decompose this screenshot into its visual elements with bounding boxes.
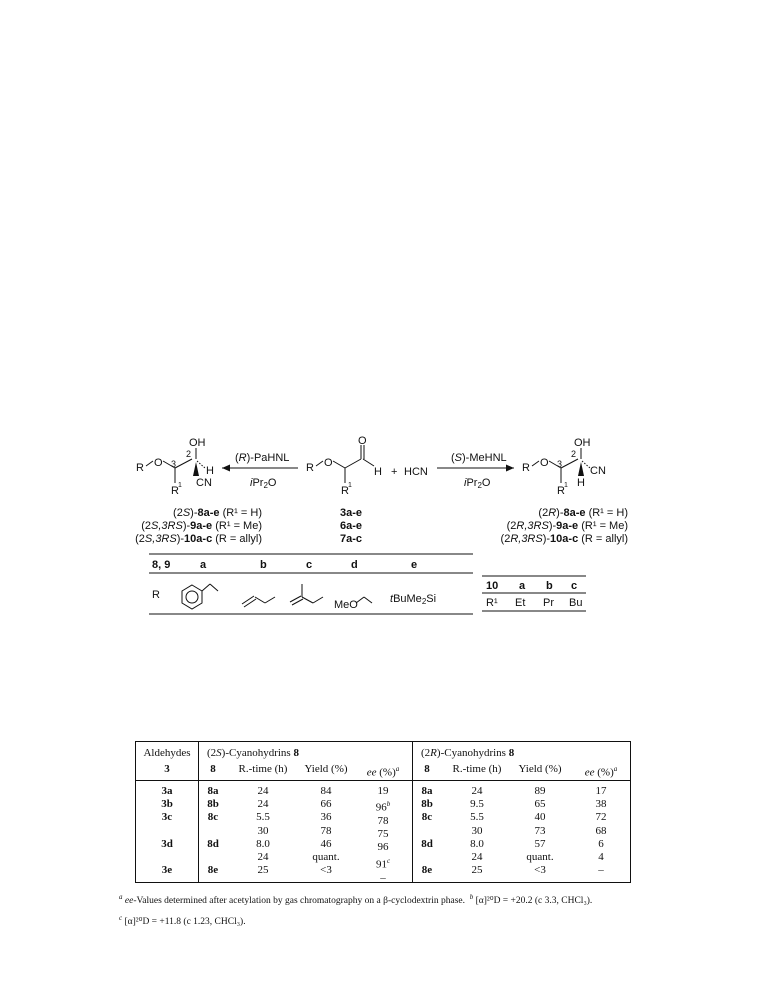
benzyl-structure: [182, 584, 218, 609]
svg-text:1: 1: [178, 482, 182, 489]
r-table-header-c: c: [306, 559, 313, 571]
r-ee-column: 17 38 72 68 6 4 –: [595, 785, 607, 877]
aldehyde-label-3: 7a-c: [340, 533, 363, 545]
left-enzyme-label: (R)-PaHNL: [235, 452, 290, 464]
r1-table-row-label: R¹: [486, 597, 498, 609]
right-reaction-arrow: [437, 452, 514, 490]
left-product-captions: [135, 507, 262, 545]
s-ee-column: 19 96$^b$ 78 75 96 91$^c$ –: [375, 785, 391, 884]
r1-table-header-c: c: [571, 580, 578, 592]
right-oh-label: OH: [574, 437, 591, 449]
r1-substituent-table: [482, 576, 586, 611]
r1-table-header-series: 10: [486, 580, 499, 592]
r-rtime-column: 24 9.5 5.5 30 8.0 24 25: [470, 785, 484, 877]
svg-text:1: 1: [348, 482, 352, 489]
r-col-yield: Yield (%): [518, 763, 562, 775]
aldehydes-column: 3a 3b 3c 3d 3e: [161, 785, 173, 877]
column-separator-right: [412, 742, 413, 882]
right-product-captions: [501, 507, 628, 545]
s-yield-column: 84 66 36 78 46 quant. <3: [312, 785, 340, 877]
right-product-structure: [522, 437, 606, 497]
svg-text:1: 1: [564, 482, 568, 489]
allyl-structure: [242, 596, 275, 607]
cyanohydrin-data-table: [135, 741, 631, 883]
column-separator-left: [198, 742, 199, 882]
aldehydes-header: Aldehydes: [143, 747, 191, 759]
r1-table-header-b: b: [546, 580, 553, 592]
header-rule: [136, 780, 630, 781]
r-cyanohydrins-header: (2R)-Cyanohydrins 8: [421, 747, 515, 759]
footnote-c: $^c$ [α]²⁰D = +11.8 (c 1.23, CHCl₃).: [119, 914, 246, 928]
left-caption-line-1: (2S)-8a-e (R¹ = H): [173, 507, 262, 519]
methoxy-label: MeO: [334, 599, 358, 611]
right-cn-label: CN: [590, 465, 606, 477]
right-r1-label: R: [557, 485, 565, 497]
r1-table-header-a: a: [519, 580, 526, 592]
s-col-yield: Yield (%): [304, 763, 348, 775]
aldehyde-o-label: O: [324, 457, 333, 469]
s-rtime-column: 24 24 5.5 30 8.0 24 25: [256, 785, 270, 877]
right-o-label: O: [540, 457, 549, 469]
s-col-ee: ee (%)$^a$: [366, 765, 400, 779]
left-solvent-label: iPr2O: [250, 477, 277, 490]
right-caption-line-2: (2R,3RS)-9a-e (R¹ = Me): [506, 520, 628, 532]
r-col-compound: 8: [424, 763, 430, 775]
r-table-header-e: e: [411, 559, 418, 571]
aldehyde-structure: [306, 435, 428, 497]
left-caption-line-3: (2S,3RS)-10a-c (R = allyl): [135, 533, 262, 545]
right-caption-line-1: (2R)-8a-e (R¹ = H): [538, 507, 628, 519]
methoxyethyl-structure: [334, 597, 372, 611]
r1-value-b: Pr: [543, 597, 554, 609]
aldehyde-labels: [340, 507, 362, 545]
left-c2-label: 2: [186, 449, 192, 459]
right-enzyme-label: (S)-MeHNL: [451, 452, 507, 464]
left-reaction-arrow: [222, 452, 298, 490]
r-substituent-table: [149, 554, 473, 614]
table-frame: [135, 741, 631, 883]
right-h-label: H: [577, 477, 585, 489]
r-table-row-label: R: [152, 589, 160, 601]
left-c3-label: 3: [171, 459, 177, 469]
s-compound-column: 8a 8b 8c 8d 8e: [207, 785, 219, 877]
r-compound-column: 8a 8b 8c 8d 8e: [421, 785, 433, 877]
right-r-label: R: [522, 462, 530, 474]
aldehyde-h-label: H: [374, 466, 382, 478]
footnote-b: [α]²⁰D = +20.2 (c 3.3, CHCl₃).: [475, 896, 593, 907]
r-table-header-series: 8, 9: [152, 559, 171, 571]
left-o-label: O: [154, 457, 163, 469]
r1-value-c: Bu: [569, 597, 583, 609]
footnote-a: $^a$ ee-Values determined after acetylation by gas chromatography on a β-cyclodextrin phase. $^b$ [α]²⁰D = +20.2 (c 3.3, CHCl₃).: [119, 893, 593, 907]
s-col-compound: 8: [210, 763, 216, 775]
silyl-label: tBuMe2Si: [390, 593, 437, 606]
right-solvent-label: iPr2O: [464, 477, 491, 490]
left-cn-label: CN: [196, 477, 212, 489]
r-col-ee: ee (%)$^a$: [584, 765, 618, 779]
left-h-label: H: [206, 465, 214, 477]
left-r1-label: R: [171, 485, 179, 497]
aldehyde-r-label: R: [306, 462, 314, 474]
right-c3-label: 3: [557, 459, 563, 469]
aldehyde-label-2: 6a-e: [340, 520, 363, 532]
aldehydes-subheader: 3: [164, 763, 170, 775]
left-product-structure: [136, 437, 214, 497]
aldehyde-r1-label: R: [341, 485, 349, 497]
r-table-header-b: b: [260, 559, 267, 571]
s-col-rtime: R.-time (h): [238, 763, 288, 775]
r-table-header-a: a: [200, 559, 207, 571]
left-r-label: R: [136, 462, 144, 474]
footnote-b-mark: b: [469, 893, 474, 901]
aldehyde-label-1: 3a-e: [340, 507, 363, 519]
r-yield-column: 89 65 40 73 57 quant. <3: [526, 785, 554, 877]
hcn-label: HCN: [404, 466, 428, 478]
plus-sign: +: [391, 466, 398, 478]
right-caption-line-3: (2R,3RS)-10a-c (R = allyl): [500, 533, 628, 545]
aldehyde-carbonyl-o: O: [358, 435, 367, 447]
right-c2-label: 2: [571, 449, 577, 459]
methallyl-structure: [290, 584, 323, 605]
r1-value-a: Et: [515, 597, 526, 609]
r-col-rtime: R.-time (h): [452, 763, 502, 775]
left-caption-line-2: (2S,3RS)-9a-e (R¹ = Me): [141, 520, 262, 532]
left-oh-label: OH: [189, 437, 206, 449]
s-cyanohydrins-header: (2S)-Cyanohydrins 8: [207, 747, 299, 759]
r-table-header-d: d: [351, 559, 358, 571]
